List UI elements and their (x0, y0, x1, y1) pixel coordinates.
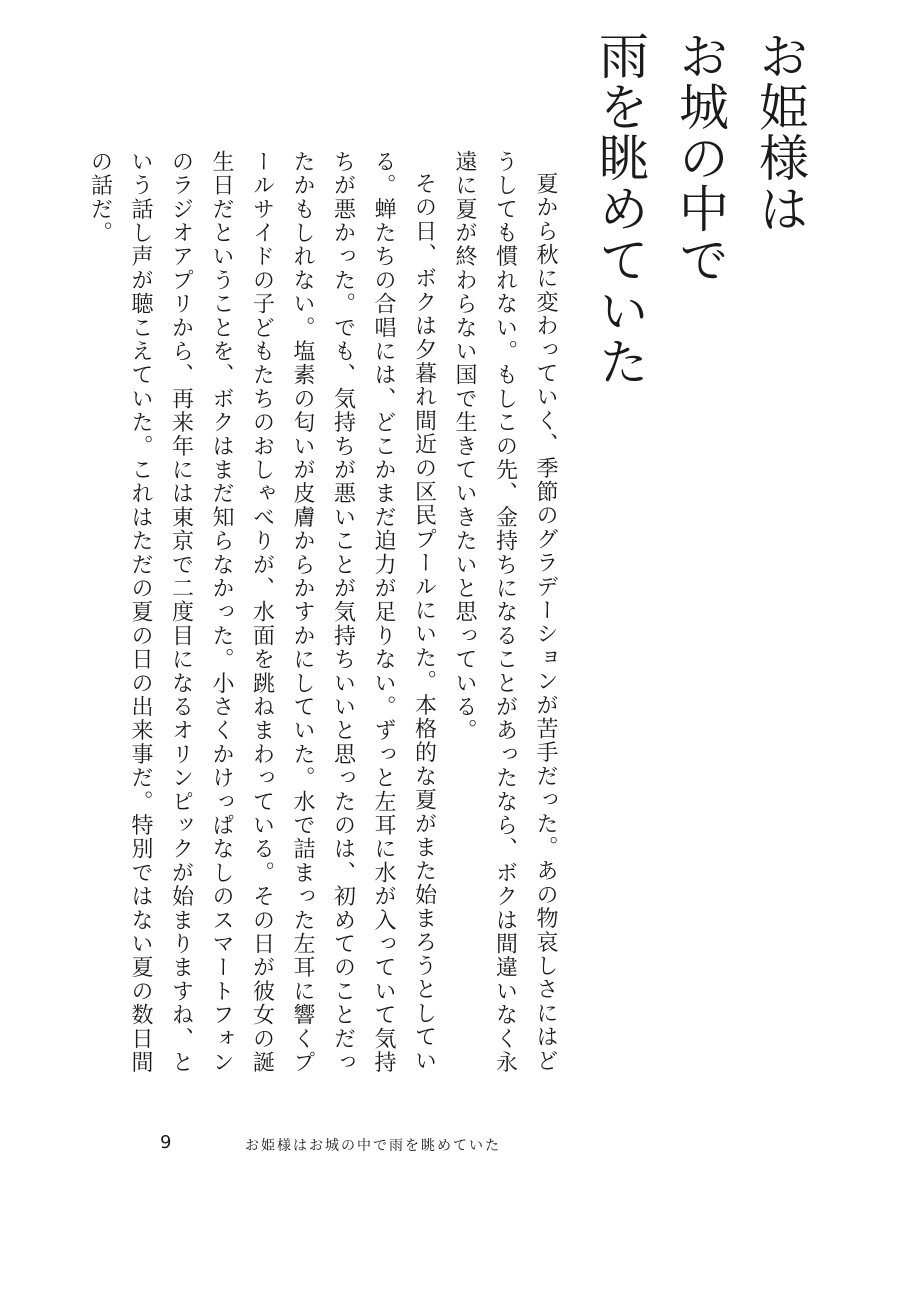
chapter-title-line-1: お姫様は (751, 30, 809, 234)
chapter-title-line-2: お城の中で (671, 30, 729, 285)
running-title: お姫様はお城の中で雨を眺めていた (245, 1138, 501, 1154)
chapter-title-line-3: 雨を眺めていた (591, 30, 649, 387)
body-text (87, 150, 565, 1080)
paragraph-2: その日、ボクは夕暮れ間近の区民プールにいた。本格的な夏がまた始まろうとしている。蝉たちの合唱には、どこかまだ迫力が足りない。ずっと左耳に水が入っていて気持ちが悪かった。でも、気持ちが悪いことが気持ちいいと思ったのは、初めてのことだったかもしれない。塩素の匂いが皮膚からかすかにしていた。水で詰まった左耳に響くプールサイドの子どもたちのおしゃべりが、水面を跳ねまわっている。その日が彼女の誕生日だということを、ボクはまだ知らなかった。小さくかけっぱなしのスマートフォンのラジオアプリから、再来年には東京で二度目になるオリンピックが始まりますね、という話し声が聴こえていた。これはただの夏の日の出来事だ。特別ではない夏の数日間の話だ。 (87, 150, 437, 1075)
page-number: 9 (160, 1132, 172, 1153)
paragraph-1: 夏から秋に変わっていく、季節のグラデーションが苦手だった。あの物哀しさにはどうしても慣れない。もしこの先、金持ちになることがあったなら、ボクは間違いなく永遠に夏が終わらない国で生きていきたいと思っている。 (452, 150, 558, 1075)
chapter-title (580, 30, 820, 430)
page-footer (0, 1132, 900, 1162)
